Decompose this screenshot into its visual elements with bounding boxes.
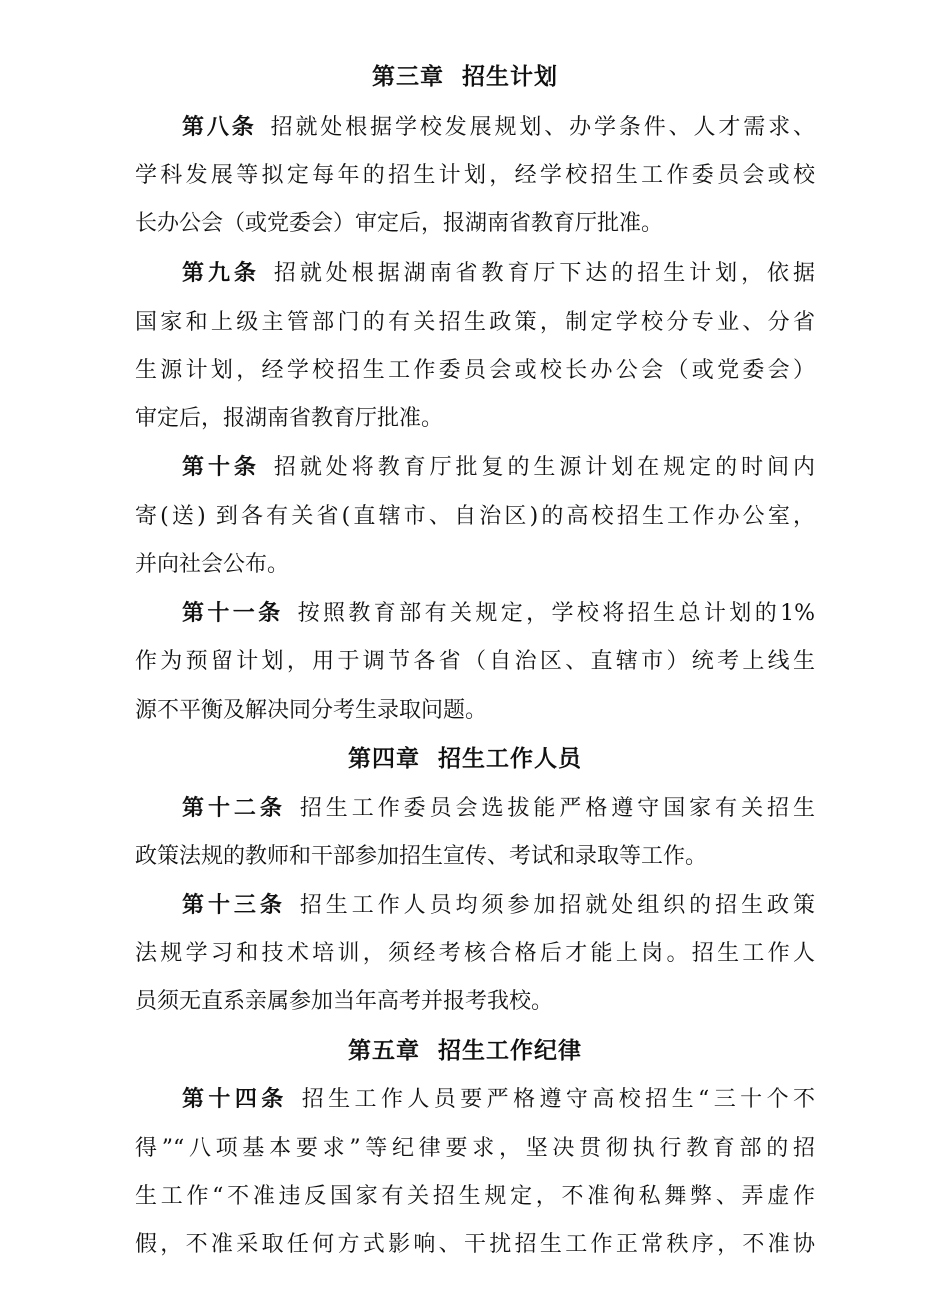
article-text-line: 并向社会公布。 [135,552,290,577]
article-text-line: 学科发展等拟定每年的招生计划，经学校招生工作委员会或校 [135,163,815,188]
chapter-heading: 第四章 招生工作人员 [347,746,582,772]
article-label: 第十三条 [182,893,286,918]
article-text: 招就处根据湖南省教育厅下达的招生计划，依据 [273,261,815,286]
chapter-heading: 第三章 招生计划 [371,64,558,90]
article-text: 招生工作人员均须参加招就处组织的招生政策 [299,893,815,918]
article-text: 招生工作委员会选拔能严格遵守国家有关招生 [299,796,815,821]
article-label: 第十四条 [182,1087,288,1112]
article-text-line: 生工作“不准违反国家有关招生规定，不准徇私舞弊、弄虚作 [135,1184,815,1209]
article-text-line: 生源计划，经学校招生工作委员会或校长办公会（或党委会） [135,358,815,383]
article-text: 招就处根据学校发展规划、办学条件、人才需求、 [270,115,815,140]
article-label: 第十一条 [182,601,284,626]
article-text: 招生工作人员要严格遵守高校招生“三十个不 [301,1087,815,1112]
article-label: 第八条 [182,115,257,140]
article-first-line [182,794,815,842]
article-first-line [182,259,815,307]
article-label: 第十二条 [182,796,286,821]
chapter-heading: 第五章 招生工作纪律 [347,1038,582,1064]
article-first-line [182,1085,815,1133]
article-text: 招就处将教育厅批复的生源计划在规定的时间内 [273,455,815,480]
article-text-line: 寄(送) 到各有关省(直辖市、自治区)的高校招生工作办公室， [135,504,815,529]
article-text-line: 员须无直系亲属参加当年高考并报考我校。 [135,989,554,1014]
article-text-line: 长办公会（或党委会）审定后，报湖南省教育厅批准。 [135,211,664,236]
article-text-line: 法规学习和技术培训，须经考核合格后才能上岗。招生工作人 [135,941,815,966]
article-first-line [182,599,815,647]
article-text-line: 审定后，报湖南省教育厅批准。 [135,406,444,431]
article-label: 第九条 [182,261,260,286]
article-text-line: 得”“八项基本要求”等纪律要求，坚决贯彻执行教育部的招 [135,1136,815,1161]
article-text-line: 政策法规的教师和干部参加招生宣传、考试和录取等工作。 [135,844,708,869]
article-first-line [182,891,815,939]
article-first-line [182,453,815,501]
article-text-line: 假，不准采取任何方式影响、干扰招生工作正常秩序，不准协 [135,1232,815,1257]
article-label: 第十条 [182,455,260,480]
article-text-line: 作为预留计划，用于调节各省（自治区、直辖市）统考上线生 [135,649,815,674]
article-first-line [182,113,815,161]
article-text: 按照教育部有关规定，学校将招生总计划的1% [297,601,815,626]
article-text-line: 国家和上级主管部门的有关招生政策，制定学校分专业、分省 [135,310,815,335]
article-text-line: 源不平衡及解决同分考生录取问题。 [135,698,488,723]
